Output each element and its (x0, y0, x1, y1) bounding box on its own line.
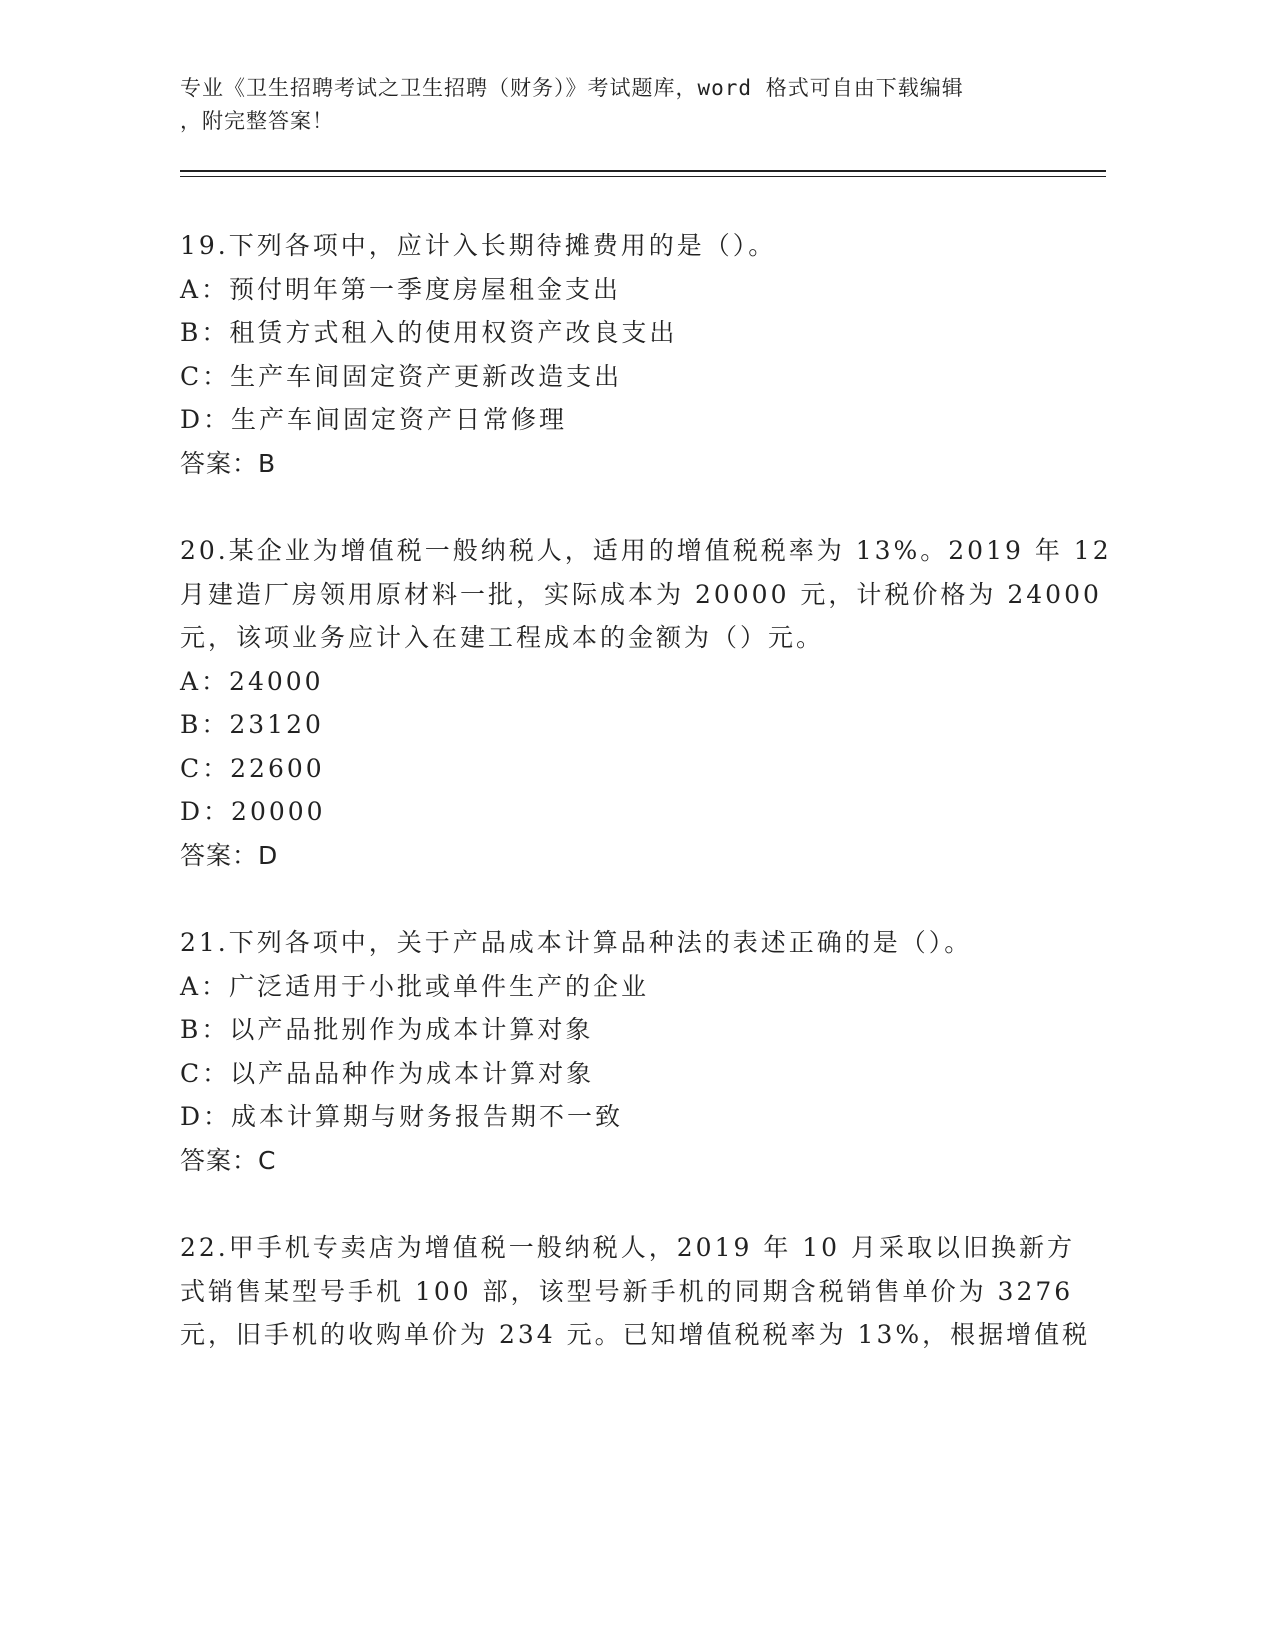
answer-text: 答案：D (180, 840, 279, 870)
option-c: C：22600 (180, 753, 325, 783)
question-19 (180, 224, 1060, 485)
question-stem: 式销售某型号手机 100 部，该型号新手机的同期含税销售单价为 3276 (180, 1276, 1074, 1306)
question-20 (180, 529, 1112, 877)
answer-text: 答案：B (180, 448, 277, 478)
answer-text: 答案：C (180, 1145, 277, 1175)
option-a: A：广泛适用于小批或单件生产的企业 (180, 971, 650, 1001)
question-stem: 19.下列各项中，应计入长期待摊费用的是（）。 (180, 231, 777, 260)
question-stem: 22.甲手机专卖店为增值税一般纳税人，2019 年 10 月采取以旧换新方 (180, 1233, 1076, 1262)
option-a: A：24000 (180, 666, 324, 696)
option-b: B：23120 (180, 710, 324, 739)
option-b: B：以产品批别作为成本计算对象 (180, 1015, 594, 1044)
option-b: B：租赁方式租入的使用权资产改良支出 (180, 318, 678, 347)
header-divider-thin (180, 176, 1106, 177)
question-22 (180, 1226, 1091, 1357)
header-divider-thick (180, 170, 1106, 172)
question-stem: 21.下列各项中，关于产品成本计算品种法的表述正确的是（）。 (180, 928, 973, 957)
header-line-2: ，附完整答案！ (180, 109, 334, 133)
question-stem: 元，旧手机的收购单价为 234 元。已知增值税税率为 13%，根据增值税 (180, 1320, 1091, 1349)
question-stem: 月建造厂房领用原材料一批，实际成本为 20000 元，计税价格为 24000 (180, 579, 1102, 609)
question-21 (180, 921, 1060, 1182)
document-header (180, 72, 1040, 138)
header-line-1: 专业《卫生招聘考试之卫生招聘（财务）》考试题库，word 格式可自由下载编辑 (180, 76, 964, 100)
option-d: D：20000 (180, 797, 326, 826)
option-c: C：生产车间固定资产更新改造支出 (180, 361, 623, 391)
question-stem: 元，该项业务应计入在建工程成本的金额为（）元。 (180, 623, 825, 652)
question-stem: 20.某企业为增值税一般纳税人，适用的增值税税率为 13%。2019 年 12 (180, 536, 1112, 565)
option-c: C：以产品品种作为成本计算对象 (180, 1058, 595, 1088)
option-d: D：生产车间固定资产日常修理 (180, 405, 568, 434)
option-d: D：成本计算期与财务报告期不一致 (180, 1102, 624, 1131)
option-a: A：预付明年第一季度房屋租金支出 (180, 274, 622, 304)
